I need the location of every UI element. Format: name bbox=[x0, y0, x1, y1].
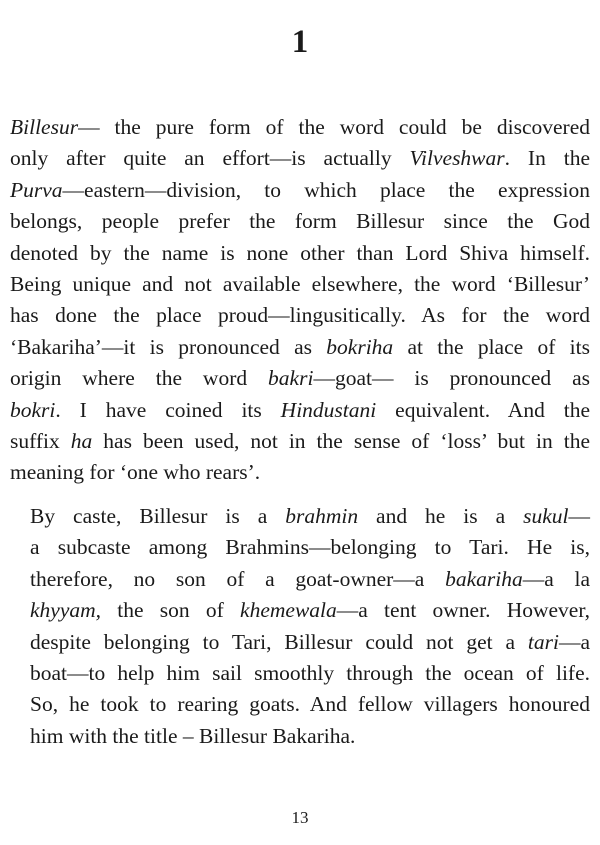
text-line bbox=[10, 143, 590, 174]
text-line bbox=[10, 269, 590, 300]
italic-term: Purva bbox=[10, 177, 63, 202]
text-run: has been used, not in the sense of ‘loss’ but in the bbox=[92, 429, 590, 454]
italic-term: bokri bbox=[10, 397, 56, 422]
text-run: and he is a bbox=[358, 503, 524, 528]
text-line bbox=[10, 206, 590, 237]
text-run: —eastern—division, to which place the expression bbox=[62, 177, 590, 202]
text-line bbox=[10, 501, 590, 532]
text-run: therefore, no son of a goat-owner—a bbox=[30, 566, 446, 591]
text-run: — bbox=[568, 503, 590, 528]
paragraph-2 bbox=[10, 501, 590, 752]
text-line bbox=[10, 564, 590, 595]
text-line bbox=[10, 689, 590, 720]
chapter-number: 1 bbox=[291, 24, 309, 60]
italic-term: brahmin bbox=[285, 503, 359, 528]
text-line bbox=[10, 363, 590, 394]
text-run: —goat— is pronounced as bbox=[313, 366, 590, 391]
body-text bbox=[10, 112, 590, 752]
text-line bbox=[10, 112, 590, 143]
text-line bbox=[10, 532, 590, 563]
text-run: Being unique and not available elsewhere, the word ‘Billesur’ bbox=[10, 272, 590, 297]
text-run: By caste, Billesur is a bbox=[30, 503, 286, 528]
italic-term: Billesur bbox=[10, 115, 79, 139]
text-run: at the place of its bbox=[393, 334, 590, 359]
text-line bbox=[10, 426, 590, 457]
text-run: —a tent owner. However, bbox=[336, 598, 591, 623]
text-run: only after quite an effort—is actually bbox=[10, 146, 410, 171]
italic-term: Hindustani bbox=[280, 397, 377, 422]
italic-term: bakariha bbox=[445, 566, 523, 591]
italic-term: Vilveshwar bbox=[409, 146, 505, 171]
text-run: him with the title – Billesur Bakariha. bbox=[30, 723, 356, 748]
text-line bbox=[10, 395, 590, 426]
text-run: has done the place proud—lingusitically. As for the word bbox=[10, 303, 590, 328]
italic-term: bokriha bbox=[326, 334, 394, 359]
italic-term: bakri bbox=[268, 366, 314, 391]
text-run: —a la bbox=[522, 566, 590, 591]
text-run: belongs, people prefer the form Billesur since the God bbox=[10, 209, 590, 234]
italic-term: tari bbox=[527, 629, 559, 654]
text-run: So, he took to rearing goats. And fellow villagers honoured bbox=[30, 692, 590, 717]
text-run: meaning for ‘one who rears’. bbox=[10, 460, 261, 485]
text-run: origin where the word bbox=[10, 366, 269, 391]
text-run: a subcaste among Brahmins—belonging to Tari. He is, bbox=[30, 535, 590, 560]
text-line bbox=[10, 595, 590, 626]
italic-term: ha bbox=[70, 429, 93, 454]
paragraph-1 bbox=[10, 112, 590, 489]
text-line bbox=[10, 627, 590, 658]
italic-term: khemewala bbox=[240, 598, 337, 623]
text-line bbox=[10, 332, 590, 363]
text-line bbox=[10, 175, 590, 206]
text-run: . In the bbox=[504, 146, 590, 171]
text-line bbox=[10, 721, 590, 752]
text-run: boat—to help him sail smoothly through the ocean of life. bbox=[30, 660, 590, 685]
text-line bbox=[10, 658, 590, 689]
italic-term: khyyam, bbox=[30, 598, 102, 623]
italic-term: sukul bbox=[523, 503, 569, 528]
text-run: — the pure form of the word could be discovered bbox=[78, 115, 590, 139]
text-line bbox=[10, 238, 590, 269]
text-line bbox=[10, 300, 590, 331]
text-run: —a bbox=[558, 629, 590, 654]
text-run: . I have coined its bbox=[55, 397, 281, 422]
text-run: denoted by the name is none other than Lord Shiva himself. bbox=[10, 240, 590, 265]
page-number: 13 bbox=[291, 808, 309, 827]
text-run: ‘Bakariha’—it is pronounced as bbox=[10, 334, 327, 359]
text-run: despite belonging to Tari, Billesur could not get a bbox=[30, 629, 528, 654]
text-run: the son of bbox=[101, 598, 241, 623]
text-run: equivalent. And the bbox=[376, 397, 590, 422]
text-line bbox=[10, 457, 590, 488]
text-run: suffix bbox=[10, 429, 71, 454]
